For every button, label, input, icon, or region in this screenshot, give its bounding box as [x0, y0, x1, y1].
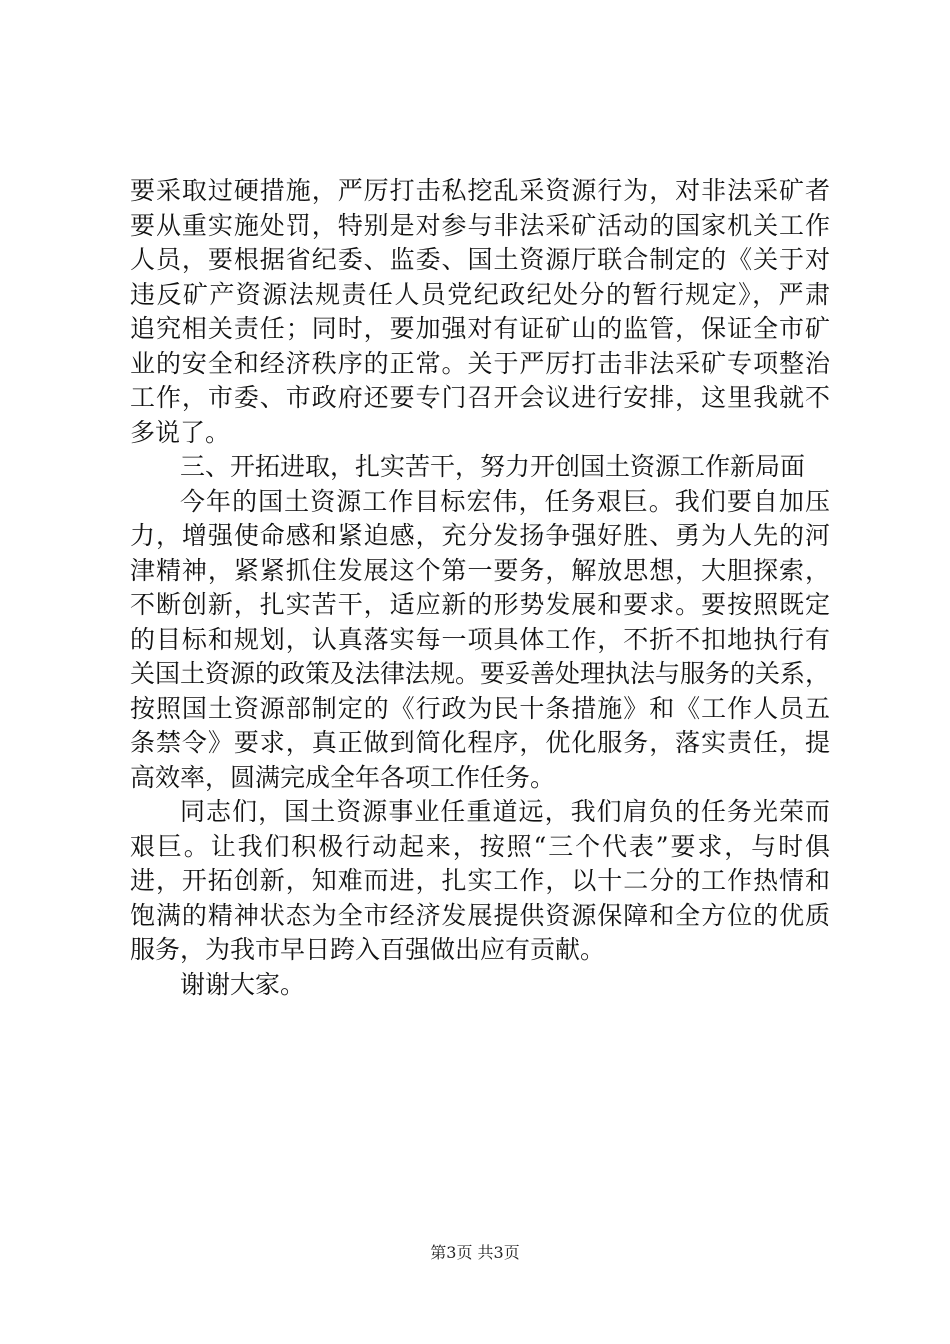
- document-body: [130, 174, 830, 1002]
- text-line: 不断创新，扎实苦干，适应新的形势发展和要求。要按照既定: [130, 590, 830, 619]
- text-line: 按照国土资源部制定的《行政为民十条措施》和《工作人员五: [130, 693, 830, 723]
- text-line: 今年的国土资源工作目标宏伟，任务艰巨。我们要自加压: [180, 486, 830, 516]
- text-line: 的目标和规划，认真落实每一项具体工作，不折不扣地执行有: [130, 624, 830, 654]
- text-line: 饱满的精神状态为全市经济发展提供资源保障和全方位的优质: [130, 900, 830, 930]
- text-line: 人员，要根据省纪委、监委、国土资源厅联合制定的《关于对: [130, 245, 830, 274]
- text-line: 工作，市委、市政府还要专门召开会议进行安排，这里我就不: [130, 383, 830, 412]
- text-line: 要采取过硬措施，严厉打击私挖乱采资源行为，对非法采矿者: [130, 176, 830, 205]
- text-line: 服务，为我市早日跨入百强做出应有贡献。: [130, 935, 606, 964]
- section-heading: 三、开拓进取，扎实苦干，努力开创国土资源工作新局面: [180, 452, 806, 481]
- text-line: 艰巨。让我们积极行动起来，按照“三个代表”要求，与时俱: [130, 831, 830, 861]
- text-line: 追究相关责任；同时，要加强对有证矿山的监管，保证全市矿: [130, 314, 830, 343]
- text-line: 关国土资源的政策及法律法规。要妥善处理执法与服务的关系，: [130, 659, 831, 688]
- text-line: 力，增强使命感和紧迫感，充分发扬争强好胜、勇为人先的河: [130, 521, 830, 550]
- text-line: 津精神，紧紧抓住发展这个第一要务，解放思想，大胆探索，: [130, 555, 830, 585]
- text-line: 高效率，圆满完成全年各项工作任务。: [130, 762, 556, 792]
- text-line: 条禁令》要求，真正做到简化程序，优化服务，落实责任，提: [130, 728, 830, 757]
- text-line: 业的安全和经济秩序的正常。关于严厉打击非法采矿专项整治: [130, 348, 830, 378]
- text-line: 同志们，国土资源事业任重道远，我们肩负的任务光荣而: [180, 797, 830, 826]
- text-line: 进，开拓创新，知难而进，扎实工作，以十二分的工作热情和: [130, 866, 830, 895]
- text-line: 要从重实施处罚，特别是对参与非法采矿活动的国家机关工作: [130, 210, 830, 240]
- page-number: 第3页 共3页: [430, 1243, 520, 1262]
- text-line: 多说了。: [130, 417, 231, 447]
- closing-line: 谢谢大家。: [180, 969, 306, 999]
- text-line: 违反矿产资源法规责任人员党纪政纪处分的暂行规定》，严肃: [130, 279, 830, 309]
